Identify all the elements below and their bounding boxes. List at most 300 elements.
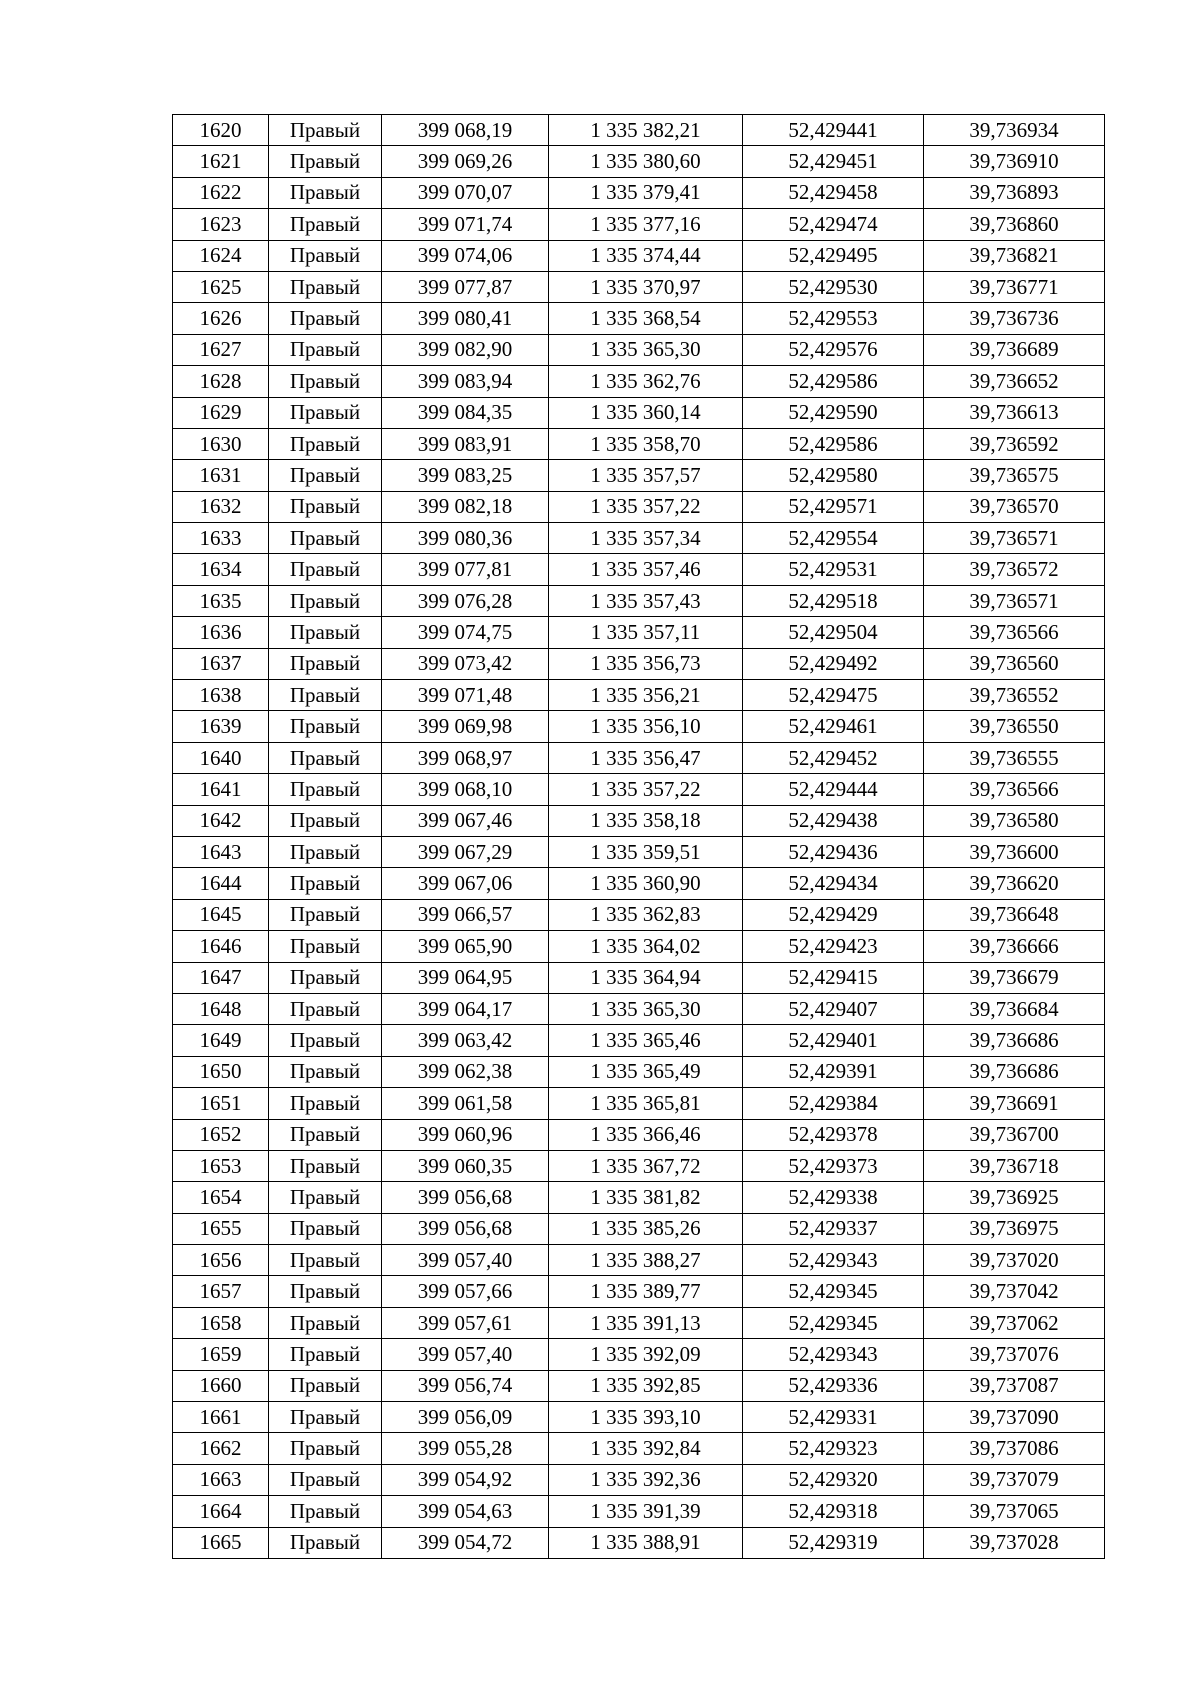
- latitude-cell: 52,429345: [743, 1276, 924, 1307]
- table-row: [173, 271, 1105, 302]
- side-cell: Правый: [269, 1339, 382, 1370]
- latitude-cell: 52,429492: [743, 648, 924, 679]
- y-coordinate-cell: 1 335 365,49: [549, 1056, 743, 1087]
- point-number-cell: 1631: [173, 460, 269, 491]
- point-number-cell: 1624: [173, 240, 269, 271]
- latitude-cell: 52,429458: [743, 177, 924, 208]
- point-number-cell: 1649: [173, 1025, 269, 1056]
- side-cell: Правый: [269, 1464, 382, 1495]
- y-coordinate-cell: 1 335 374,44: [549, 240, 743, 271]
- y-coordinate-cell: 1 335 360,90: [549, 868, 743, 899]
- latitude-cell: 52,429415: [743, 962, 924, 993]
- table-row: [173, 805, 1105, 836]
- table-row: [173, 303, 1105, 334]
- side-cell: Правый: [269, 1245, 382, 1276]
- longitude-cell: 39,736572: [924, 554, 1105, 585]
- point-number-cell: 1648: [173, 993, 269, 1024]
- point-number-cell: 1643: [173, 836, 269, 867]
- point-number-cell: 1651: [173, 1088, 269, 1119]
- x-coordinate-cell: 399 066,57: [382, 899, 549, 930]
- side-cell: Правый: [269, 1119, 382, 1150]
- y-coordinate-cell: 1 335 357,46: [549, 554, 743, 585]
- point-number-cell: 1650: [173, 1056, 269, 1087]
- point-number-cell: 1655: [173, 1213, 269, 1244]
- side-cell: Правый: [269, 554, 382, 585]
- y-coordinate-cell: 1 335 356,47: [549, 742, 743, 773]
- y-coordinate-cell: 1 335 356,21: [549, 680, 743, 711]
- y-coordinate-cell: 1 335 356,73: [549, 648, 743, 679]
- point-number-cell: 1645: [173, 899, 269, 930]
- longitude-cell: 39,736570: [924, 491, 1105, 522]
- x-coordinate-cell: 399 056,74: [382, 1370, 549, 1401]
- longitude-cell: 39,736592: [924, 428, 1105, 459]
- side-cell: Правый: [269, 868, 382, 899]
- point-number-cell: 1658: [173, 1307, 269, 1338]
- point-number-cell: 1647: [173, 962, 269, 993]
- side-cell: Правый: [269, 742, 382, 773]
- point-number-cell: 1623: [173, 209, 269, 240]
- point-number-cell: 1654: [173, 1182, 269, 1213]
- x-coordinate-cell: 399 077,87: [382, 271, 549, 302]
- latitude-cell: 52,429343: [743, 1245, 924, 1276]
- table-row: [173, 1496, 1105, 1527]
- latitude-cell: 52,429384: [743, 1088, 924, 1119]
- y-coordinate-cell: 1 335 385,26: [549, 1213, 743, 1244]
- latitude-cell: 52,429518: [743, 585, 924, 616]
- table-row: [173, 1025, 1105, 1056]
- side-cell: Правый: [269, 146, 382, 177]
- x-coordinate-cell: 399 068,10: [382, 774, 549, 805]
- y-coordinate-cell: 1 335 392,09: [549, 1339, 743, 1370]
- longitude-cell: 39,736571: [924, 523, 1105, 554]
- table-row: [173, 648, 1105, 679]
- y-coordinate-cell: 1 335 357,57: [549, 460, 743, 491]
- longitude-cell: 39,736580: [924, 805, 1105, 836]
- point-number-cell: 1638: [173, 680, 269, 711]
- y-coordinate-cell: 1 335 392,85: [549, 1370, 743, 1401]
- longitude-cell: 39,736648: [924, 899, 1105, 930]
- table-row: [173, 1307, 1105, 1338]
- x-coordinate-cell: 399 054,92: [382, 1464, 549, 1495]
- x-coordinate-cell: 399 064,17: [382, 993, 549, 1024]
- longitude-cell: 39,737028: [924, 1527, 1105, 1558]
- latitude-cell: 52,429495: [743, 240, 924, 271]
- longitude-cell: 39,737090: [924, 1402, 1105, 1433]
- longitude-cell: 39,736560: [924, 648, 1105, 679]
- table-row: [173, 617, 1105, 648]
- point-number-cell: 1620: [173, 115, 269, 146]
- longitude-cell: 39,736689: [924, 334, 1105, 365]
- x-coordinate-cell: 399 069,98: [382, 711, 549, 742]
- side-cell: Правый: [269, 617, 382, 648]
- longitude-cell: 39,737062: [924, 1307, 1105, 1338]
- point-number-cell: 1634: [173, 554, 269, 585]
- latitude-cell: 52,429531: [743, 554, 924, 585]
- x-coordinate-cell: 399 083,25: [382, 460, 549, 491]
- latitude-cell: 52,429554: [743, 523, 924, 554]
- longitude-cell: 39,736684: [924, 993, 1105, 1024]
- y-coordinate-cell: 1 335 365,30: [549, 993, 743, 1024]
- y-coordinate-cell: 1 335 365,30: [549, 334, 743, 365]
- x-coordinate-cell: 399 054,72: [382, 1527, 549, 1558]
- table-row: [173, 1182, 1105, 1213]
- point-number-cell: 1663: [173, 1464, 269, 1495]
- longitude-cell: 39,736571: [924, 585, 1105, 616]
- side-cell: Правый: [269, 774, 382, 805]
- point-number-cell: 1640: [173, 742, 269, 773]
- longitude-cell: 39,736600: [924, 836, 1105, 867]
- y-coordinate-cell: 1 335 364,02: [549, 931, 743, 962]
- latitude-cell: 52,429580: [743, 460, 924, 491]
- x-coordinate-cell: 399 070,07: [382, 177, 549, 208]
- y-coordinate-cell: 1 335 380,60: [549, 146, 743, 177]
- x-coordinate-cell: 399 069,26: [382, 146, 549, 177]
- x-coordinate-cell: 399 055,28: [382, 1433, 549, 1464]
- table-row: [173, 334, 1105, 365]
- side-cell: Правый: [269, 899, 382, 930]
- y-coordinate-cell: 1 335 388,91: [549, 1527, 743, 1558]
- table-row: [173, 177, 1105, 208]
- side-cell: Правый: [269, 1182, 382, 1213]
- table-row: [173, 397, 1105, 428]
- x-coordinate-cell: 399 057,40: [382, 1245, 549, 1276]
- side-cell: Правый: [269, 115, 382, 146]
- y-coordinate-cell: 1 335 366,46: [549, 1119, 743, 1150]
- y-coordinate-cell: 1 335 382,21: [549, 115, 743, 146]
- longitude-cell: 39,736552: [924, 680, 1105, 711]
- latitude-cell: 52,429530: [743, 271, 924, 302]
- table-row: [173, 931, 1105, 962]
- latitude-cell: 52,429345: [743, 1307, 924, 1338]
- point-number-cell: 1639: [173, 711, 269, 742]
- x-coordinate-cell: 399 077,81: [382, 554, 549, 585]
- y-coordinate-cell: 1 335 356,10: [549, 711, 743, 742]
- side-cell: Правый: [269, 1213, 382, 1244]
- longitude-cell: 39,736686: [924, 1025, 1105, 1056]
- x-coordinate-cell: 399 068,97: [382, 742, 549, 773]
- point-number-cell: 1660: [173, 1370, 269, 1401]
- latitude-cell: 52,429452: [743, 742, 924, 773]
- longitude-cell: 39,736700: [924, 1119, 1105, 1150]
- latitude-cell: 52,429586: [743, 366, 924, 397]
- latitude-cell: 52,429451: [743, 146, 924, 177]
- longitude-cell: 39,736910: [924, 146, 1105, 177]
- point-number-cell: 1661: [173, 1402, 269, 1433]
- side-cell: Правый: [269, 962, 382, 993]
- x-coordinate-cell: 399 073,42: [382, 648, 549, 679]
- longitude-cell: 39,736652: [924, 366, 1105, 397]
- side-cell: Правый: [269, 585, 382, 616]
- y-coordinate-cell: 1 335 362,83: [549, 899, 743, 930]
- y-coordinate-cell: 1 335 367,72: [549, 1150, 743, 1181]
- x-coordinate-cell: 399 064,95: [382, 962, 549, 993]
- x-coordinate-cell: 399 057,40: [382, 1339, 549, 1370]
- point-number-cell: 1644: [173, 868, 269, 899]
- side-cell: Правый: [269, 397, 382, 428]
- y-coordinate-cell: 1 335 362,76: [549, 366, 743, 397]
- latitude-cell: 52,429436: [743, 836, 924, 867]
- y-coordinate-cell: 1 335 392,84: [549, 1433, 743, 1464]
- table-row: [173, 993, 1105, 1024]
- latitude-cell: 52,429407: [743, 993, 924, 1024]
- point-number-cell: 1659: [173, 1339, 269, 1370]
- coordinates-table-body: [173, 115, 1105, 1559]
- side-cell: Правый: [269, 366, 382, 397]
- latitude-cell: 52,429320: [743, 1464, 924, 1495]
- side-cell: Правый: [269, 1402, 382, 1433]
- x-coordinate-cell: 399 057,66: [382, 1276, 549, 1307]
- latitude-cell: 52,429438: [743, 805, 924, 836]
- side-cell: Правый: [269, 1496, 382, 1527]
- side-cell: Правый: [269, 1088, 382, 1119]
- latitude-cell: 52,429434: [743, 868, 924, 899]
- side-cell: Правый: [269, 1025, 382, 1056]
- x-coordinate-cell: 399 067,29: [382, 836, 549, 867]
- longitude-cell: 39,736893: [924, 177, 1105, 208]
- table-row: [173, 1088, 1105, 1119]
- table-row: [173, 585, 1105, 616]
- point-number-cell: 1630: [173, 428, 269, 459]
- y-coordinate-cell: 1 335 379,41: [549, 177, 743, 208]
- longitude-cell: 39,737042: [924, 1276, 1105, 1307]
- y-coordinate-cell: 1 335 370,97: [549, 271, 743, 302]
- table-row: [173, 523, 1105, 554]
- table-row: [173, 554, 1105, 585]
- longitude-cell: 39,736575: [924, 460, 1105, 491]
- side-cell: Правый: [269, 428, 382, 459]
- longitude-cell: 39,736679: [924, 962, 1105, 993]
- table-row: [173, 491, 1105, 522]
- x-coordinate-cell: 399 071,48: [382, 680, 549, 711]
- x-coordinate-cell: 399 084,35: [382, 397, 549, 428]
- x-coordinate-cell: 399 063,42: [382, 1025, 549, 1056]
- coordinates-table: [172, 114, 1105, 1559]
- y-coordinate-cell: 1 335 360,14: [549, 397, 743, 428]
- table-row: [173, 1402, 1105, 1433]
- y-coordinate-cell: 1 335 357,22: [549, 774, 743, 805]
- table-row: [173, 1433, 1105, 1464]
- side-cell: Правый: [269, 1307, 382, 1338]
- x-coordinate-cell: 399 061,58: [382, 1088, 549, 1119]
- table-row: [173, 209, 1105, 240]
- table-row: [173, 146, 1105, 177]
- table-row: [173, 240, 1105, 271]
- side-cell: Правый: [269, 1150, 382, 1181]
- y-coordinate-cell: 1 335 368,54: [549, 303, 743, 334]
- latitude-cell: 52,429429: [743, 899, 924, 930]
- y-coordinate-cell: 1 335 377,16: [549, 209, 743, 240]
- point-number-cell: 1627: [173, 334, 269, 365]
- table-row: [173, 680, 1105, 711]
- x-coordinate-cell: 399 083,91: [382, 428, 549, 459]
- point-number-cell: 1629: [173, 397, 269, 428]
- table-row: [173, 1213, 1105, 1244]
- latitude-cell: 52,429474: [743, 209, 924, 240]
- side-cell: Правый: [269, 993, 382, 1024]
- side-cell: Правый: [269, 240, 382, 271]
- side-cell: Правый: [269, 1527, 382, 1558]
- x-coordinate-cell: 399 060,35: [382, 1150, 549, 1181]
- latitude-cell: 52,429373: [743, 1150, 924, 1181]
- latitude-cell: 52,429343: [743, 1339, 924, 1370]
- y-coordinate-cell: 1 335 389,77: [549, 1276, 743, 1307]
- side-cell: Правый: [269, 523, 382, 554]
- latitude-cell: 52,429586: [743, 428, 924, 459]
- x-coordinate-cell: 399 082,18: [382, 491, 549, 522]
- latitude-cell: 52,429319: [743, 1527, 924, 1558]
- table-row: [173, 774, 1105, 805]
- longitude-cell: 39,736925: [924, 1182, 1105, 1213]
- table-row: [173, 836, 1105, 867]
- x-coordinate-cell: 399 082,90: [382, 334, 549, 365]
- side-cell: Правый: [269, 334, 382, 365]
- longitude-cell: 39,736555: [924, 742, 1105, 773]
- longitude-cell: 39,736718: [924, 1150, 1105, 1181]
- point-number-cell: 1665: [173, 1527, 269, 1558]
- table-row: [173, 1245, 1105, 1276]
- longitude-cell: 39,736550: [924, 711, 1105, 742]
- y-coordinate-cell: 1 335 358,18: [549, 805, 743, 836]
- side-cell: Правый: [269, 680, 382, 711]
- side-cell: Правый: [269, 303, 382, 334]
- latitude-cell: 52,429441: [743, 115, 924, 146]
- point-number-cell: 1626: [173, 303, 269, 334]
- y-coordinate-cell: 1 335 357,11: [549, 617, 743, 648]
- latitude-cell: 52,429391: [743, 1056, 924, 1087]
- table-row: [173, 1464, 1105, 1495]
- table-row: [173, 1150, 1105, 1181]
- y-coordinate-cell: 1 335 391,13: [549, 1307, 743, 1338]
- table-row: [173, 1056, 1105, 1087]
- point-number-cell: 1621: [173, 146, 269, 177]
- table-row: [173, 868, 1105, 899]
- longitude-cell: 39,737065: [924, 1496, 1105, 1527]
- latitude-cell: 52,429504: [743, 617, 924, 648]
- x-coordinate-cell: 399 056,68: [382, 1182, 549, 1213]
- latitude-cell: 52,429378: [743, 1119, 924, 1150]
- longitude-cell: 39,736691: [924, 1088, 1105, 1119]
- table-row: [173, 742, 1105, 773]
- longitude-cell: 39,736613: [924, 397, 1105, 428]
- x-coordinate-cell: 399 068,19: [382, 115, 549, 146]
- point-number-cell: 1652: [173, 1119, 269, 1150]
- side-cell: Правый: [269, 460, 382, 491]
- x-coordinate-cell: 399 060,96: [382, 1119, 549, 1150]
- point-number-cell: 1662: [173, 1433, 269, 1464]
- longitude-cell: 39,737079: [924, 1464, 1105, 1495]
- y-coordinate-cell: 1 335 357,34: [549, 523, 743, 554]
- y-coordinate-cell: 1 335 357,22: [549, 491, 743, 522]
- latitude-cell: 52,429590: [743, 397, 924, 428]
- side-cell: Правый: [269, 1370, 382, 1401]
- x-coordinate-cell: 399 067,06: [382, 868, 549, 899]
- table-row: [173, 428, 1105, 459]
- point-number-cell: 1664: [173, 1496, 269, 1527]
- y-coordinate-cell: 1 335 365,46: [549, 1025, 743, 1056]
- y-coordinate-cell: 1 335 365,81: [549, 1088, 743, 1119]
- table-row: [173, 899, 1105, 930]
- y-coordinate-cell: 1 335 357,43: [549, 585, 743, 616]
- latitude-cell: 52,429444: [743, 774, 924, 805]
- point-number-cell: 1637: [173, 648, 269, 679]
- table-row: [173, 460, 1105, 491]
- y-coordinate-cell: 1 335 393,10: [549, 1402, 743, 1433]
- side-cell: Правый: [269, 271, 382, 302]
- table-row: [173, 1370, 1105, 1401]
- x-coordinate-cell: 399 056,09: [382, 1402, 549, 1433]
- table-row: [173, 366, 1105, 397]
- x-coordinate-cell: 399 080,41: [382, 303, 549, 334]
- side-cell: Правый: [269, 931, 382, 962]
- side-cell: Правый: [269, 209, 382, 240]
- longitude-cell: 39,736821: [924, 240, 1105, 271]
- latitude-cell: 52,429401: [743, 1025, 924, 1056]
- point-number-cell: 1657: [173, 1276, 269, 1307]
- y-coordinate-cell: 1 335 392,36: [549, 1464, 743, 1495]
- table-row: [173, 962, 1105, 993]
- x-coordinate-cell: 399 067,46: [382, 805, 549, 836]
- point-number-cell: 1625: [173, 271, 269, 302]
- x-coordinate-cell: 399 074,75: [382, 617, 549, 648]
- longitude-cell: 39,737020: [924, 1245, 1105, 1276]
- x-coordinate-cell: 399 080,36: [382, 523, 549, 554]
- point-number-cell: 1646: [173, 931, 269, 962]
- point-number-cell: 1653: [173, 1150, 269, 1181]
- y-coordinate-cell: 1 335 359,51: [549, 836, 743, 867]
- latitude-cell: 52,429576: [743, 334, 924, 365]
- side-cell: Правый: [269, 711, 382, 742]
- side-cell: Правый: [269, 1056, 382, 1087]
- latitude-cell: 52,429331: [743, 1402, 924, 1433]
- table-row: [173, 115, 1105, 146]
- latitude-cell: 52,429571: [743, 491, 924, 522]
- x-coordinate-cell: 399 057,61: [382, 1307, 549, 1338]
- longitude-cell: 39,736620: [924, 868, 1105, 899]
- x-coordinate-cell: 399 076,28: [382, 585, 549, 616]
- longitude-cell: 39,736566: [924, 617, 1105, 648]
- latitude-cell: 52,429337: [743, 1213, 924, 1244]
- point-number-cell: 1656: [173, 1245, 269, 1276]
- latitude-cell: 52,429318: [743, 1496, 924, 1527]
- latitude-cell: 52,429475: [743, 680, 924, 711]
- longitude-cell: 39,736686: [924, 1056, 1105, 1087]
- longitude-cell: 39,736736: [924, 303, 1105, 334]
- table-row: [173, 711, 1105, 742]
- point-number-cell: 1635: [173, 585, 269, 616]
- x-coordinate-cell: 399 083,94: [382, 366, 549, 397]
- longitude-cell: 39,737086: [924, 1433, 1105, 1464]
- x-coordinate-cell: 399 065,90: [382, 931, 549, 962]
- latitude-cell: 52,429553: [743, 303, 924, 334]
- y-coordinate-cell: 1 335 381,82: [549, 1182, 743, 1213]
- point-number-cell: 1633: [173, 523, 269, 554]
- x-coordinate-cell: 399 062,38: [382, 1056, 549, 1087]
- table-row: [173, 1119, 1105, 1150]
- longitude-cell: 39,737087: [924, 1370, 1105, 1401]
- y-coordinate-cell: 1 335 388,27: [549, 1245, 743, 1276]
- point-number-cell: 1636: [173, 617, 269, 648]
- point-number-cell: 1641: [173, 774, 269, 805]
- x-coordinate-cell: 399 054,63: [382, 1496, 549, 1527]
- side-cell: Правый: [269, 177, 382, 208]
- latitude-cell: 52,429423: [743, 931, 924, 962]
- y-coordinate-cell: 1 335 364,94: [549, 962, 743, 993]
- longitude-cell: 39,736666: [924, 931, 1105, 962]
- table-row: [173, 1527, 1105, 1558]
- latitude-cell: 52,429336: [743, 1370, 924, 1401]
- side-cell: Правый: [269, 1276, 382, 1307]
- longitude-cell: 39,736975: [924, 1213, 1105, 1244]
